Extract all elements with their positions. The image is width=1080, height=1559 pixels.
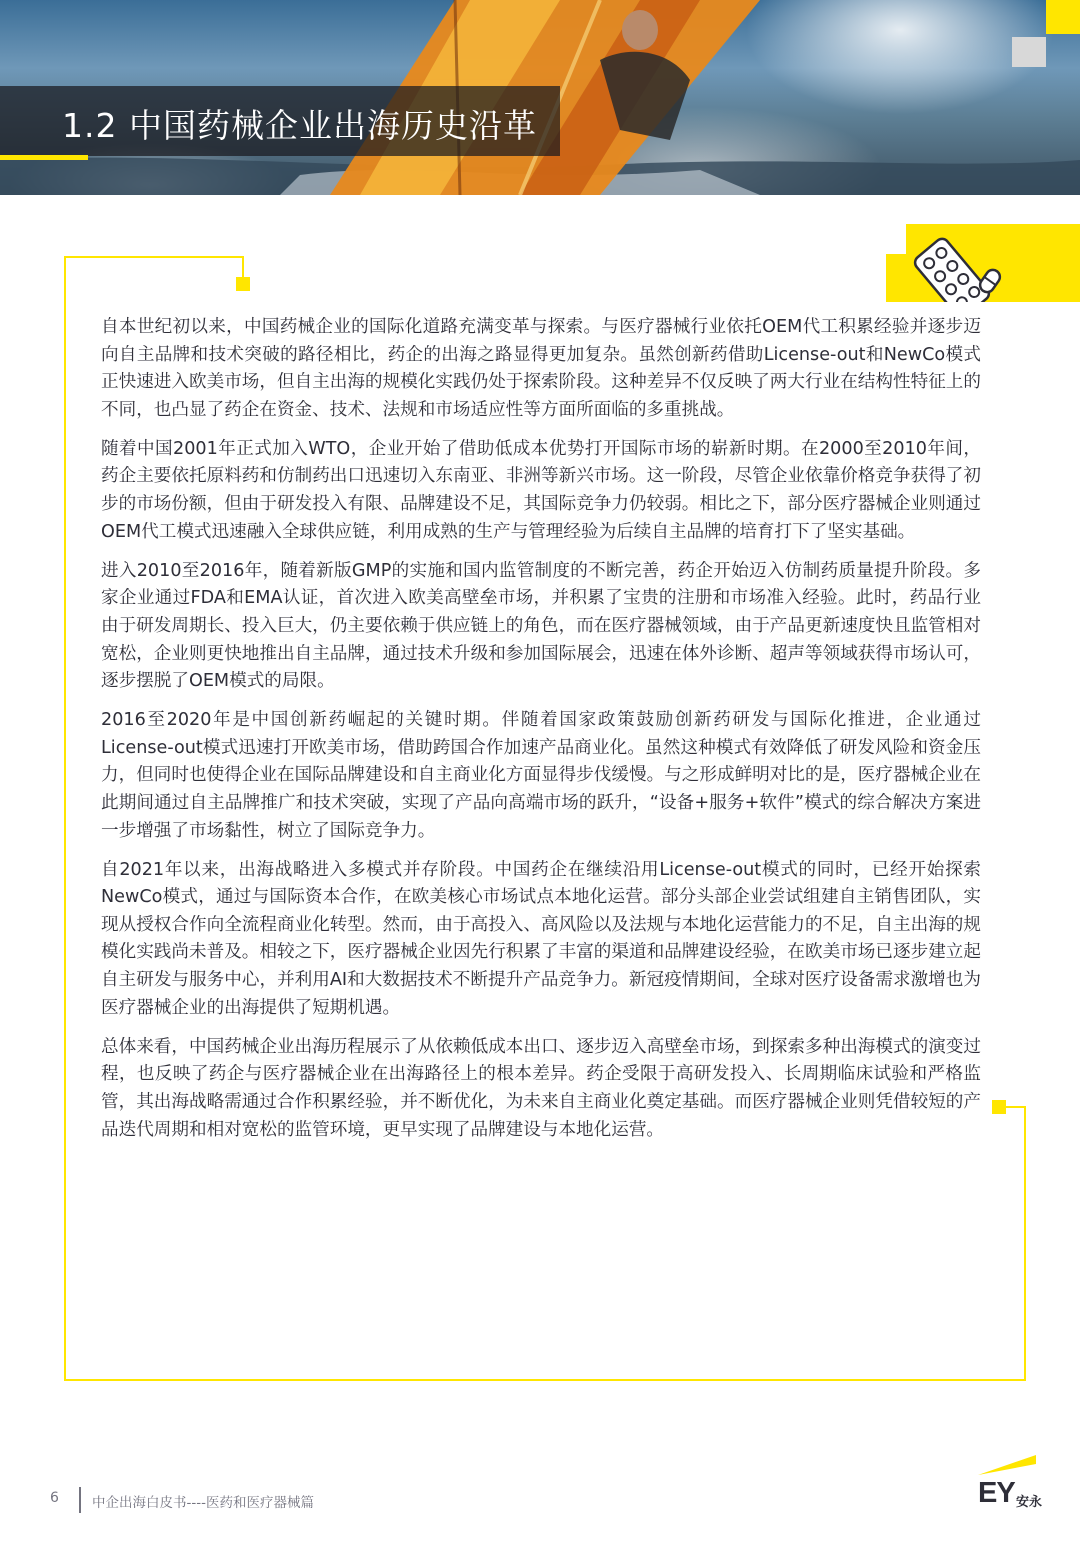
title-accent-bar bbox=[0, 155, 88, 160]
paragraph: 2016至2020年是中国创新药崛起的关键时期。伴随着国家政策鼓励创新药研发与国际化推进，企业通过License-out模式迅速打开欧美市场，借助跨国合作加速产品商业化。虽然这种模式有效降低了研发风险和资金压力，但同时也使得企业在国际品牌建设和自主商业化方面显得步伐缓慢。与之形成鲜明对比的是，医疗器械企业在此期间通过自主品牌推广和技术突破，实现了产品向高端市场的跃升，“设备+服务+软件”模式的综合解决方案进一步增强了市场黏性，树立了国际竞争力。 bbox=[101, 710, 981, 841]
footer-doc-title: 中企出海白皮书----医药和医疗器械篇 bbox=[92, 1495, 314, 1511]
frame-top-stub bbox=[242, 256, 244, 278]
paragraph: 随着中国2001年正式加入WTO，企业开始了借助低成本优势打开国际市场的崭新时期。在2000至2010年间，药企主要依托原料药和仿制药出口迅速切入东南亚、非洲等新兴市场。这一阶段，尽管企业依靠价格竞争获得了初步的市场份额，但由于研发投入有限、品牌建设不足，其国际竞争力仍较弱。相比之下，部分医疗器械企业则通过OEM代工模式迅速融入全球供应链，利用成熟的生产与管理经验为后续自主品牌的培育打下了坚实基础。 bbox=[101, 438, 981, 542]
frame-right bbox=[1024, 1106, 1026, 1381]
frame-bottom bbox=[64, 1379, 1026, 1381]
paragraph: 进入2010至2016年，随着新版GMP的实施和国内监管制度的不断完善，药企开始迈入仿制药质量提升阶段。多家企业通过FDA和EMA认证，首次进入欧美高壁垒市场，并积累了宝贵的注册和市场准入经验。此时，药品行业由于研发周期长、投入巨大，仍主要依赖于供应链上的角色，而在医疗器械领域，由于产品更新速度快且监管相对宽松，企业则更快地推出自主品牌，通过技术升级和参加国际展会，迅速在体外诊断、超声等领域获得市场认可，逐步摆脱了OEM模式的局限。 bbox=[101, 560, 981, 692]
corner-accent bbox=[1046, 0, 1080, 34]
pill-blister-icon bbox=[886, 224, 1080, 302]
page-number: 6 bbox=[50, 1490, 59, 1506]
paragraph: 总体来看，中国药械企业出海历程展示了从依赖低成本出口、逐步迈入高壁垒市场，到探索多种出海模式的演变过程，也反映了药企与医疗器械企业在出海路径上的根本差异。药企受限于高研发投入、长周期临床试验和严格监管，其出海战略需通过合作积累经验，并不断优化，为未来自主商业化奠定基础。而医疗器械企业则凭借较短的产品迭代周期和相对宽松的监管环境，更早实现了品牌建设与本地化运营。 bbox=[101, 1036, 981, 1140]
corner-grey-block bbox=[1012, 37, 1046, 67]
frame-corner-square-top bbox=[236, 277, 250, 291]
frame-left bbox=[64, 256, 66, 1381]
ey-logo-cn: 安永 bbox=[1016, 1495, 1043, 1510]
footer-divider bbox=[79, 1487, 81, 1513]
frame-top-left bbox=[64, 256, 244, 258]
article-body bbox=[101, 314, 981, 1156]
paragraph: 自2021年以来，出海战略进入多模式并存阶段。中国药企在继续沿用License-out模式的同时，已经开始探索NewCo模式，通过与国际资本合作，在欧美核心市场试点本地化运营。部分头部企业尝试组建自主销售团队，实现从授权合作向全流程商业化转型。然而，由于高投入、高风险以及法规与本地化运营能力的不足，自主出海的规模化实践尚未普及。相较之下，医疗器械企业因先行积累了丰富的渠道和品牌建设经验，在欧美市场已逐步建立起自主研发与服务中心，并利用AI和大数据技术不断提升产品竞争力。新冠疫情期间，全球对医疗设备需求激增也为医疗器械企业的出海提供了短期机遇。 bbox=[101, 859, 981, 1018]
ey-logo: EY bbox=[978, 1477, 1015, 1509]
header-banner bbox=[0, 0, 1080, 195]
page-title: 1.2 中国药械企业出海历史沿革 bbox=[62, 106, 537, 145]
paragraph: 自本世纪初以来，中国药械企业的国际化道路充满变革与探索。与医疗器械行业依托OEM代工积累经验并逐步迈向自主品牌和技术突破的路径相比，药企的出海之路显得更加复杂。虽然创新药借助License-out和NewCo模式正快速进入欧美市场，但自主出海的规模化实践仍处于探索阶段。这种差异不仅反映了两大行业在结构性特征上的不同，也凸显了药企在资金、技术、法规和市场适应性等方面所面临的多重挑战。 bbox=[101, 317, 981, 420]
frame-corner-square-right bbox=[992, 1100, 1006, 1114]
